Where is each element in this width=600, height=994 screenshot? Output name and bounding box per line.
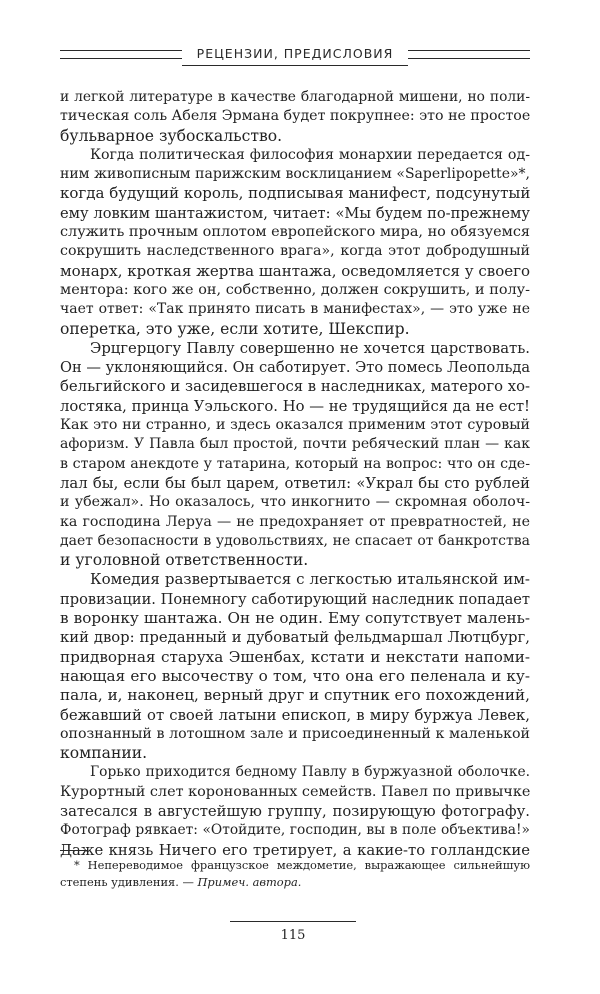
footnote-line: * Непереводимое французское междометие, выражающее сильнейшую <box>74 858 530 872</box>
text-line: Когда политическая философия монархии передается од- <box>90 146 530 163</box>
paragraph-3 <box>60 339 530 571</box>
text-line: бельгийского и засидевшегося в наследниках, матерого хо- <box>60 378 530 396</box>
text-line: Эрцгерцогу Павлу совершенно не хочется царствовать. <box>90 339 530 357</box>
text-line: и убежал». Но оказалось, что инкогнито — скромная оболоч- <box>60 494 530 511</box>
paragraph-5 <box>60 763 530 859</box>
text-line: затесался в августейшую группу, позирующую фотографу. <box>60 802 530 820</box>
text-line: ним живописным парижским восклицанием «Saperlipopette»*, <box>60 166 530 183</box>
text-line: придворная старуха Эшенбах, кстати и некстати напоми- <box>60 647 530 666</box>
header-rule-right <box>408 50 530 59</box>
text-line: Даже князь Ничего его третирует, а какие-то голландские <box>60 841 530 859</box>
text-line: служить прочным оплотом европейского мира, но обязуемся <box>60 224 530 241</box>
paragraph-1 <box>60 88 530 146</box>
text-line: лостяка, принца Уэльского. Но — не трудящийся да не ест! <box>60 397 530 415</box>
page-number-rule <box>230 921 356 922</box>
text-line: ка господина Леруа — не предохраняет от превратностей, не <box>60 513 530 530</box>
text-line: монарх, кроткая жертва шантажа, осведомляется у своего <box>60 261 530 280</box>
text-line: дает безопасности в удовольствиях, не спасает от банкротства <box>60 532 530 549</box>
main-text <box>60 88 530 860</box>
text-line: Горько приходится бедному Павлу в буржуазной оболочке. <box>90 764 530 781</box>
text-line: тическая соль Абеля Эрмана будет покрупнее: это не простое <box>60 108 531 125</box>
text-line: бульварное зубоскальство. <box>60 126 283 145</box>
text-line: нающая его высочеству о том, что она его пеленала и ку- <box>60 666 530 685</box>
text-line: кий двор: преданный и дубоватый фельдмаршал Лютцбург, <box>60 629 530 647</box>
text-line: Фотограф рявкает: «Отойдите, господин, вы в поле объектива!» <box>60 822 530 839</box>
text-line: бежавший от своей латыни епископ, в миру буржуа Левек, <box>60 706 530 724</box>
running-header <box>60 44 530 66</box>
text-line: оперетка, это уже, если хотите, Шекспир. <box>60 319 410 338</box>
text-line: Как это ни странно, и здесь оказался применим этот суровый <box>60 417 530 434</box>
footnote-text: степень удивления. — <box>60 874 198 889</box>
text-line: и легкой литературе в качестве благодарной мишени, но поли- <box>60 89 530 105</box>
text-line: компании. <box>60 744 148 763</box>
page-number: 115 <box>280 928 306 943</box>
text-line: сокрушить наследственного врага», когда этот добродушный <box>60 243 530 260</box>
text-line: провизации. Понемногу саботирующий наследник попадает <box>60 590 530 608</box>
footnote <box>60 857 530 890</box>
text-line: ему ловким шантажистом, читает: «Мы будем по-прежнему <box>60 204 530 222</box>
text-line: афоризм. У Павла был простой, почти ребяческий план — как <box>60 436 530 453</box>
paragraph-4 <box>60 570 530 763</box>
text-line: пала, и, наконец, верный друг и спутник его похождений, <box>60 686 530 705</box>
text-line: ментора: кого же он, собственно, должен сокрушить, и полу- <box>60 281 530 298</box>
header-title: РЕЦЕНЗИИ, ПРЕДИСЛОВИЯ <box>196 46 394 61</box>
footnote-separator <box>60 850 88 851</box>
text-line: Комедия развертывается с легкостью итальянской им- <box>90 570 530 589</box>
text-line: Он — уклоняющийся. Он саботирует. Это помесь Леопольда <box>60 359 531 377</box>
text-line: лал бы, если бы был царем, ответил: «Украл бы сто рублей <box>60 474 530 492</box>
text-line: опознанный в лотошном зале и присоединенный к маленькой <box>60 725 530 742</box>
text-line: Курортный слет коронованных семейств. Павел по привычке <box>60 783 531 800</box>
paragraph-2 <box>60 146 530 339</box>
text-line: в воронку шантажа. Он не один. Ему сопутствует малень- <box>60 609 530 628</box>
footnote-line <box>60 874 530 891</box>
text-line: в старом анекдоте у татарина, который на вопрос: что он сде- <box>60 455 530 472</box>
text-line: когда будущий король, подписывая манифест, подсунутый <box>60 184 531 203</box>
text-line: и уголовной ответственности. <box>60 551 309 570</box>
header-underline <box>182 65 408 66</box>
footnote-author-note: Примеч. автора. <box>197 874 302 889</box>
text-line: чает ответ: «Так принято писать в манифестах», — это уже не <box>60 301 530 318</box>
